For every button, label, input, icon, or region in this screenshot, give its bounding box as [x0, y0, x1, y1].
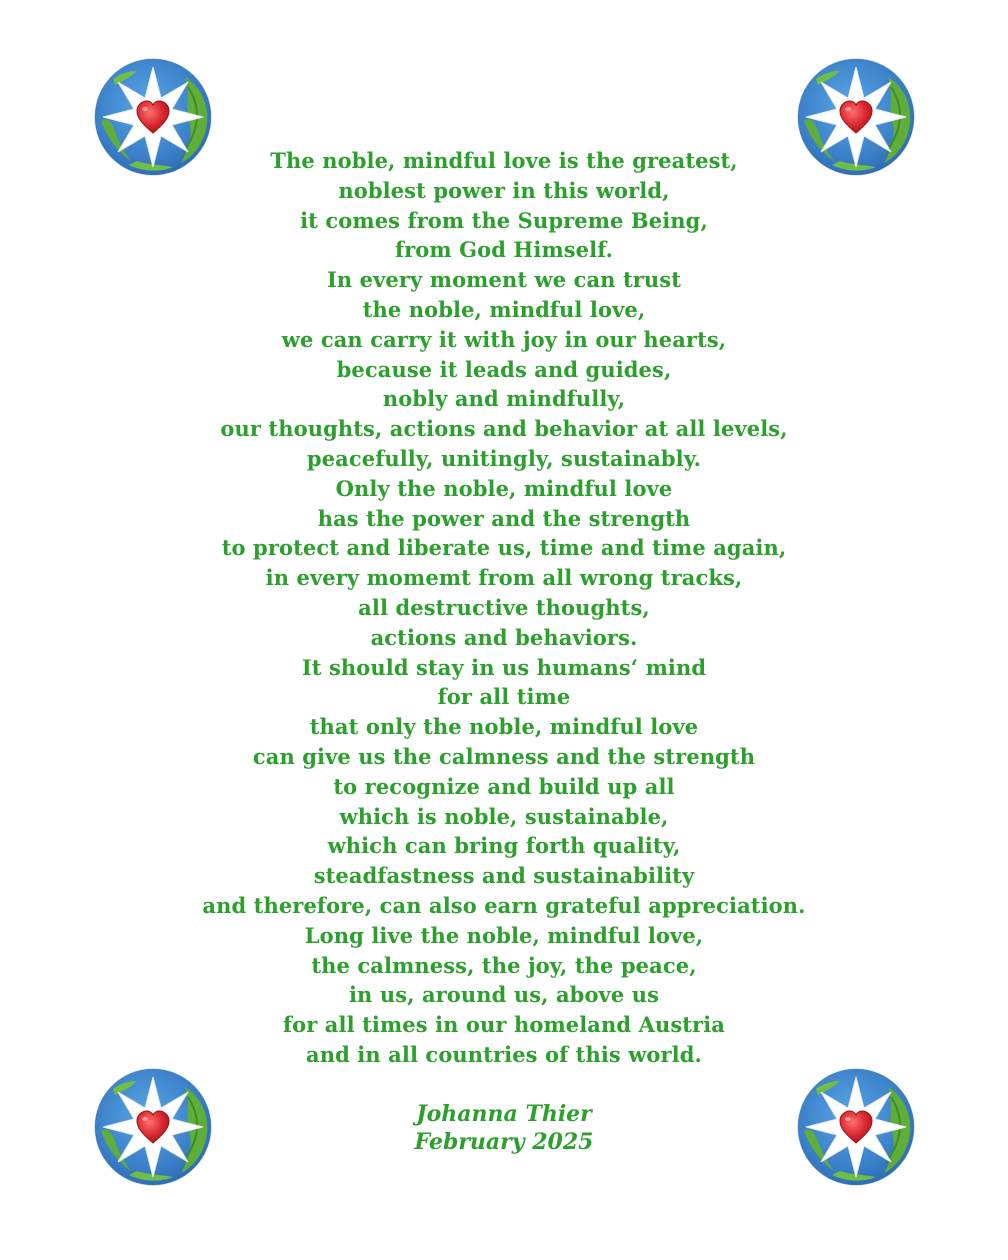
poem-line: in every momemt from all wrong tracks, [265, 565, 743, 591]
poem-line: we can carry it with joy in our hearts, [281, 326, 727, 352]
poem-line: can give us the calmness and the strength [252, 743, 756, 769]
author-name: Johanna Thier [416, 1101, 592, 1127]
poem-line: the noble, mindful love, [362, 296, 646, 322]
poem-line: and in all countries of this world. [306, 1041, 702, 1067]
poem-line: in us, around us, above us [348, 982, 660, 1008]
poem-line: has the power and the strength [317, 505, 691, 531]
poem-line: which can bring forth quality, [327, 833, 681, 859]
poem-line: nobly and mindfully, [382, 386, 626, 412]
poem-line: noblest power in this world, [338, 177, 670, 203]
poem-line: that only the noble, mindful love [309, 714, 699, 740]
poem-line: the calmness, the joy, the peace, [311, 952, 697, 978]
poem-line: and therefore, can also earn grateful appreciation. [202, 892, 806, 918]
poem-line: to recognize and build up all [333, 773, 675, 799]
poem-line: peacefully, unitingly, sustainably. [306, 445, 702, 471]
poem-line: for all time [437, 684, 571, 710]
poem-line: It should stay in us humans‘ mind [301, 654, 707, 680]
poem-line: Long live the noble, mindful love, [304, 922, 704, 948]
poem-line: actions and behaviors. [370, 624, 638, 650]
poem-line: The noble, mindful love is the greatest, [270, 148, 738, 173]
poem-line: because it leads and guides, [336, 356, 672, 382]
poem-line: steadfastness and sustainability [313, 863, 695, 889]
poem-line: it comes from the Supreme Being, [300, 207, 708, 233]
poem-line: all destructive thoughts, [358, 594, 650, 620]
poem-line: Only the noble, mindful love [335, 475, 673, 501]
poem-text [120, 146, 888, 1070]
globe-star-heart-icon [796, 1067, 916, 1187]
poem-line: to protect and liberate us, time and time again, [221, 535, 787, 561]
poem-line: In every moment we can trust [326, 267, 682, 293]
signature-date: February 2025 [414, 1129, 594, 1155]
globe-star-heart-icon [93, 1067, 213, 1187]
signature-block [200, 1100, 808, 1156]
poem-line: for all times in our homeland Austria [282, 1012, 726, 1038]
poem-line: from God Himself. [394, 237, 614, 263]
poem-line: which is noble, sustainable, [339, 803, 669, 829]
poem-line: our thoughts, actions and behavior at all levels, [220, 416, 788, 442]
